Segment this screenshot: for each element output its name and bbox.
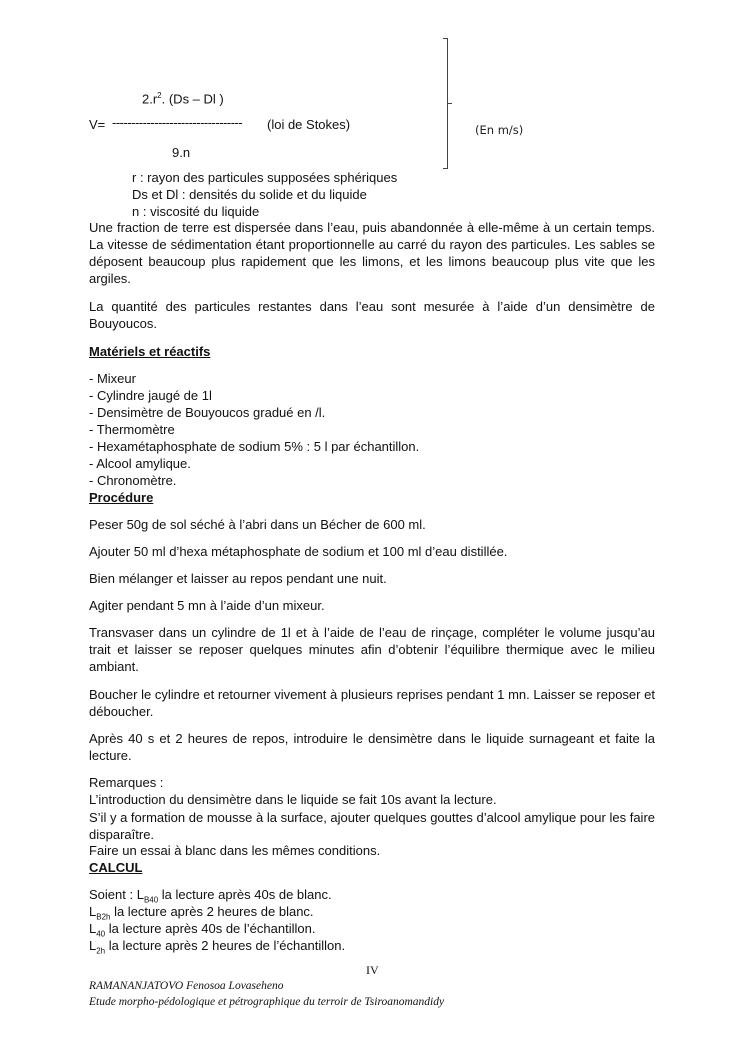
procedure-step: Après 40 s et 2 heures de repos, introduire le densimètre dans le liquide surnageant et faite la lecture. bbox=[89, 731, 655, 763]
definition-viscosity: n : viscosité du liquide bbox=[132, 204, 260, 219]
footer-title: Etude morpho-pédologique et pétrographique du terroir de Tsiroanomandidy bbox=[89, 996, 445, 1008]
list-item: - Hexamétaphosphate de sodium 5% : 5 l par échantillon. bbox=[89, 439, 420, 454]
definition-densities: Ds et Dl : densités du solide et du liquide bbox=[132, 187, 367, 202]
calcul-row-blank-40: Soient : $L_{B40}$ la lecture après 40s de blanc. bbox=[89, 887, 332, 905]
definition-r: r : rayon des particules supposées sphériques bbox=[132, 170, 398, 185]
remark-line: Faire un essai à blanc dans les mêmes conditions. bbox=[89, 843, 381, 858]
formula-denominator: 9.n bbox=[172, 145, 191, 160]
materials-heading: Matériels et réactifs bbox=[89, 344, 211, 359]
formula-numerator: $2.r^2$. (Ds – Dl ) bbox=[142, 91, 224, 107]
procedure-heading: Procédure bbox=[89, 490, 154, 505]
bracket-tip bbox=[448, 103, 452, 104]
calcul-row-sample-40: $L_{40}$ la lecture après 40s de l’échantillon. bbox=[89, 921, 316, 939]
remarks-title: Remarques : bbox=[89, 775, 164, 790]
materials-list bbox=[89, 370, 419, 489]
list-item: - Cylindre jaugé de 1l bbox=[89, 388, 212, 403]
formula-lhs: V= bbox=[89, 117, 106, 132]
list-item: - Alcool amylique. bbox=[89, 456, 191, 471]
formula-unit: (En m/s) bbox=[475, 123, 524, 137]
list-item: - Densimètre de Bouyoucos gradué en /l. bbox=[89, 405, 326, 420]
footer-author: RAMANANJATOVO Fenosoa Lovaseheno bbox=[89, 980, 284, 992]
remark-line: L’introduction du densimètre dans le liquide se fait 10s avant la lecture. bbox=[89, 792, 497, 807]
bracket-bottom bbox=[443, 168, 448, 169]
procedure-step: Transvaser dans un cylindre de 1l et à l’aide de l’eau de rinçage, compléter le volume jusqu’au trait et laisser se reposer quelques minutes afin d’obtenir l’équilibre thermique avec le milieu ambiant. bbox=[89, 625, 655, 674]
procedure-step: Bien mélanger et laisser au repos pendant une nuit. bbox=[89, 571, 387, 586]
calcul-row-sample-2h: $L_{2h}$ la lecture après 2 heures de l’échantillon. bbox=[89, 938, 346, 956]
list-item: - Thermomètre bbox=[89, 422, 175, 437]
procedure-step: Boucher le cylindre et retourner vivement à plusieurs reprises pendant 1 mn. Laisser se reposer et déboucher. bbox=[89, 687, 655, 719]
formula-law-name: (loi de Stokes) bbox=[267, 117, 351, 132]
procedure-step: Ajouter 50 ml d’hexa métaphosphate de sodium et 100 ml d’eau distillée. bbox=[89, 544, 508, 559]
calcul-heading: CALCUL bbox=[89, 860, 143, 875]
calcul-row-blank-2h: $L_{B2h}$ la lecture après 2 heures de blanc. bbox=[89, 904, 314, 922]
formula-fraction-bar: ---------------------------------- bbox=[112, 115, 243, 130]
page-number: IV bbox=[366, 963, 379, 977]
procedure-step: Agiter pendant 5 mn à l’aide d’un mixeur. bbox=[89, 598, 325, 613]
list-item: - Chronomètre. bbox=[89, 473, 177, 488]
densimeter-paragraph: La quantité des particules restantes dans l’eau sont mesurée à l’aide d’un densimètre de Bouyoucos. bbox=[89, 299, 655, 331]
remark-line: S’il y a formation de mousse à la surface, ajouter quelques gouttes d’alcool amylique pour les faire disparaître. bbox=[89, 810, 655, 842]
intro-paragraph: Une fraction de terre est dispersée dans l’eau, puis abandonnée à elle-même à un certain temps. La vitesse de sédimentation étant proportionnelle au carré du rayon des particules. Les sables se déposent beaucoup plus rapidement que les limons, et les limons beaucoup plus vite que les argiles. bbox=[89, 220, 655, 286]
list-item: - Mixeur bbox=[89, 371, 136, 386]
procedure-step: Peser 50g de sol séché à l’abri dans un Bécher de 600 ml. bbox=[89, 517, 426, 532]
bracket-top bbox=[443, 38, 448, 39]
